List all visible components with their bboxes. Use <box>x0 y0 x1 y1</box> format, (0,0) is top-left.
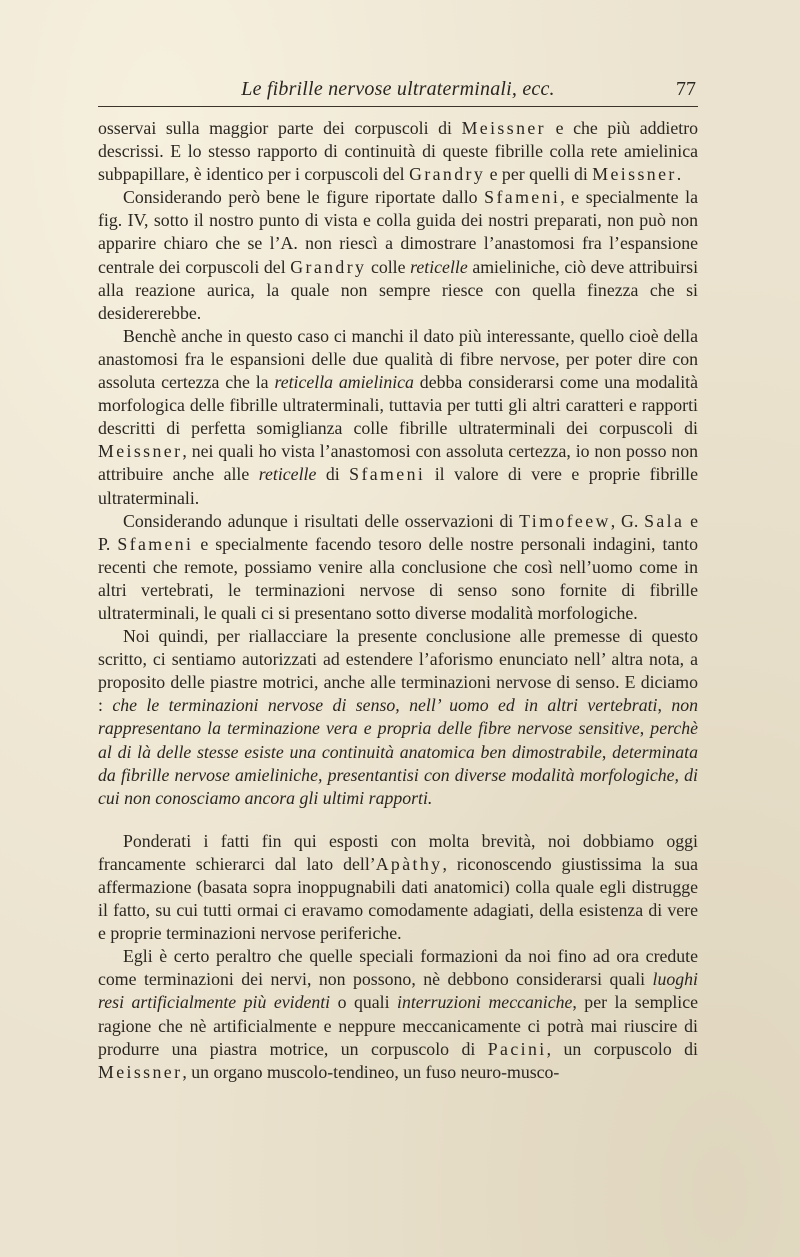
paragraph-1 <box>98 117 698 186</box>
paragraph-5 <box>98 625 698 810</box>
paragraph-2 <box>98 186 698 325</box>
paragraph-7 <box>98 945 698 1084</box>
text-run: , per la semplice ragione che nè artificialmente e neppure meccanicamente ci potrà mai riuscire di produrre una piastra motrice, un corpuscolo di <box>98 992 698 1059</box>
italic-text: luoghi resi artificialmente più evidenti <box>98 969 698 1013</box>
paragraph-3 <box>98 325 698 510</box>
italic-text: determinata da fibrille nervose amieliniche, presentantisi con diverse modalità morfologiche, di cui non conosciamo ancora gli ultimi rapporti. <box>98 741 698 808</box>
text-run: Ponderati i fatti fin qui esposti con molta brevità, noi dobbiamo oggi francamente schierarci dal lato dell’ <box>98 830 698 874</box>
author-name: Pacini <box>487 1038 547 1059</box>
author-name: Meissner <box>98 441 183 462</box>
author-name: Grandry <box>409 164 486 185</box>
italic-text: reticella amielinica <box>274 372 414 393</box>
text-run: Egli è certo peraltro che quelle speciali formazioni da noi fino ad ora credute come terminazioni dei nervi, non possono, nè debbono considerarsi quali <box>98 946 698 990</box>
italic-text: reticelle <box>258 464 317 485</box>
text-run: di <box>316 464 350 485</box>
author-name: Apàthy <box>375 853 443 874</box>
text-run: amieliniche, ciò deve attribuirsi alla reazione aurica, la quale non sempre riesce con quella finezza che si desidererebbe. <box>98 256 699 323</box>
text-run: , nei quali ho vista l’anastomosi con assoluta certezza, io non posso non attribuire anche alle <box>98 441 698 485</box>
italic-text: non rappresentano la terminazione vera e propria delle fibre nervose sensitive <box>98 695 698 739</box>
italic-text: interruzioni meccaniche <box>397 992 573 1013</box>
text-run: , un corpuscolo di <box>546 1038 698 1059</box>
text-run: e specialmente facendo tesoro delle nostre personali indagini, tanto recenti che remote, possiamo venire alla conclusione che così nell’uomo come in altri vertebrati, le terminazioni nervose di senso sono fornite di fibrille ultraterminali, le quali ci si presentano sotto diverse modalità morfologiche. <box>98 533 699 623</box>
body-text <box>98 117 698 1084</box>
running-header <box>98 76 698 107</box>
text-run: il valore di vere e proprie fibrille ultraterminali. <box>98 464 698 508</box>
text-run: , <box>639 718 651 739</box>
text-run: , <box>657 695 672 716</box>
text-run: . <box>676 164 682 185</box>
author-name: Sala <box>644 510 685 531</box>
author-name: Meissner <box>592 164 677 185</box>
page-number: 77 <box>676 78 696 100</box>
text-run: Considerando adunque i risultati delle osservazioni di <box>123 510 520 531</box>
text-run: e che più addietro descrissi. E lo stesso rapporto di continuità di queste fibrille colla rete amielinica subpapillare, è identico per i corpuscoli del <box>98 118 698 185</box>
italic-text: perchè al di là delle stesse esiste una continuità anatomica ben dimostrabile <box>98 718 699 762</box>
author-name: Meissner <box>98 1061 183 1082</box>
author-name: Sfameni <box>117 533 194 554</box>
text-run: e per quelli di <box>485 164 593 185</box>
paragraph-4 <box>98 510 698 625</box>
italic-text: reticelle <box>410 256 468 277</box>
author-name: Sfameni <box>349 464 426 485</box>
running-title: Le fibrille nervose ultraterminali, ecc. <box>241 78 555 100</box>
text-run: Benchè anche in questo caso ci manchi il dato più interessante, quello cioè della anastomosi fra le espansioni delle due qualità di fibre nervose, per poter dire con assoluta certezza che la <box>98 325 698 393</box>
text-run: , riconoscendo giustissima la sua affermazione (basata sopra inoppugnabili dati anatomici) colla quale egli distrugge il fatto, su cui tutti ormai ci eravamo comodamente adagiati, della esistenza di vere e proprie terminazioni nervose periferiche. <box>98 853 698 944</box>
text-run: , e specialmente la fig. IV, sotto il nostro punto di vista e colla guida dei nostri preparati, non può non apparire chiaro che se l’A. non riescì a dimostrare l’anastomosi fra l’espansione centrale dei corpuscoli del <box>98 187 698 277</box>
paragraph-6 <box>98 830 698 945</box>
text-run: e P. <box>98 510 699 554</box>
author-name: Timofeew <box>519 510 611 531</box>
text-run: colle <box>366 256 411 277</box>
italic-text: che le terminazioni nervose di senso, nell’ uomo ed in altri vertebrati <box>112 695 658 716</box>
author-name: Meissner <box>461 118 546 138</box>
text-run: Noi quindi, per riallacciare la presente conclusione alle premesse di questo scritto, ci sentiamo autorizzati ad estendere l’aforismo enunciato nell’ altra nota, a proposito delle piastre motrici, anche alle terminazioni nervose di senso. E diciamo : <box>98 626 698 716</box>
text-run: debba considerarsi come una modalità morfologica delle fibrille ultraterminali, tuttavia per tutti gli altri caratteri e rapporti descritti di perfetta somiglianza colle fibrille ultraterminali dei corpuscoli di <box>98 372 698 439</box>
text-run: Considerando però bene le figure riportate dallo <box>123 187 485 208</box>
text-run: o quali <box>330 992 398 1013</box>
text-run: osservai sulla maggior parte dei corpuscoli di <box>98 118 462 138</box>
author-name: Grandry <box>290 256 367 277</box>
text-run: , un organo muscolo-tendineo, un fuso neuro-musco- <box>182 1061 560 1082</box>
author-name: Sfameni <box>484 187 561 208</box>
text-run: , <box>601 741 613 762</box>
text-run: , G. <box>610 510 645 531</box>
